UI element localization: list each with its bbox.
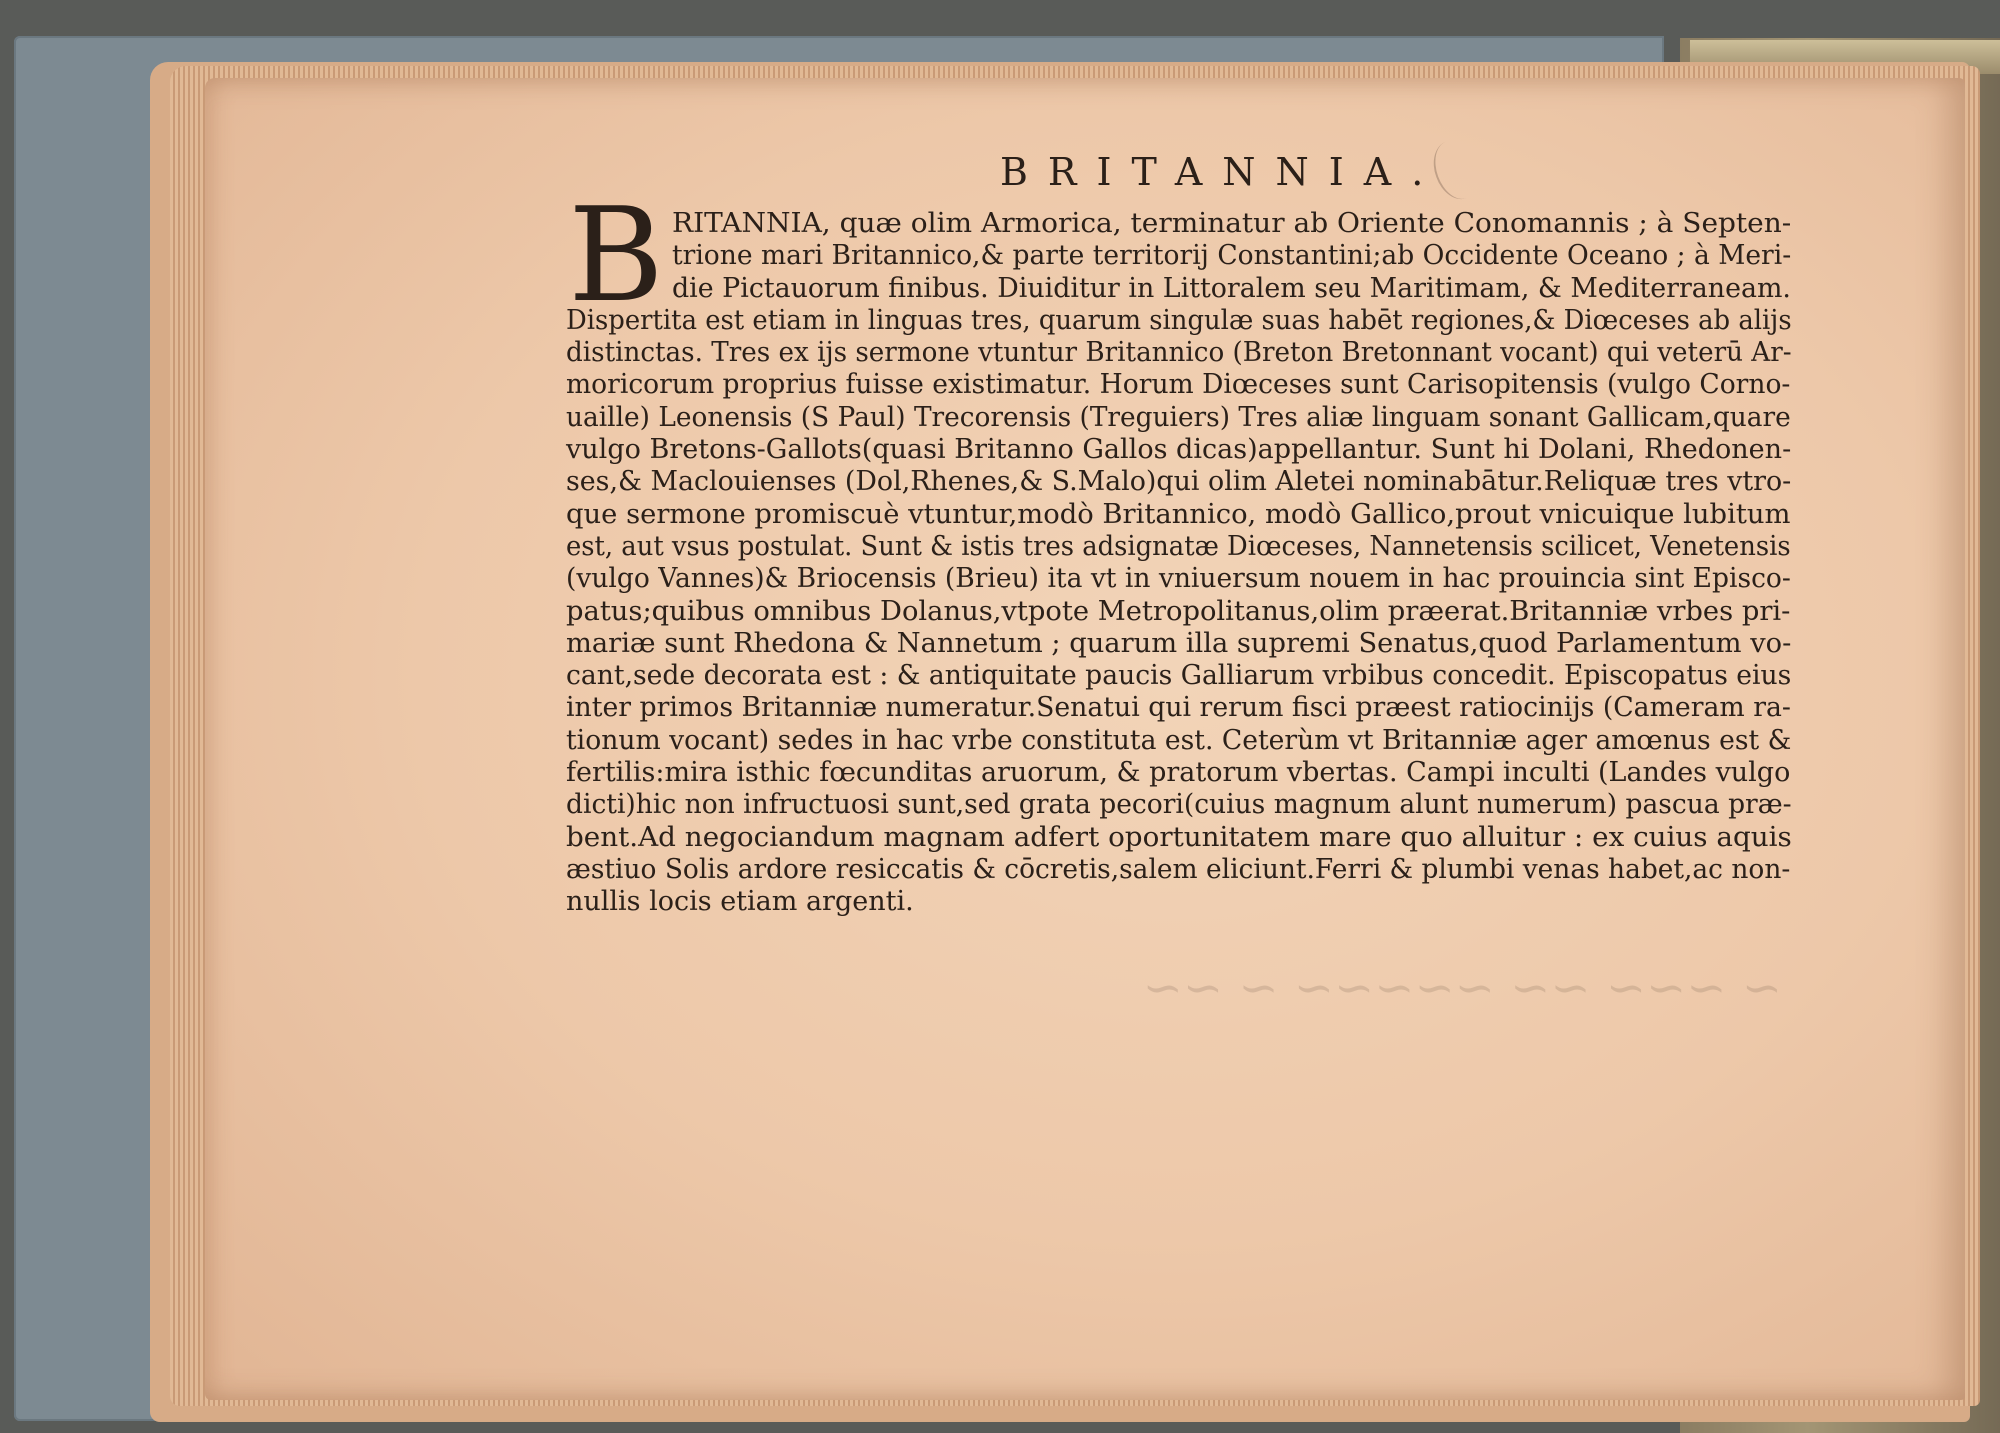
text-line: mariæ sunt Rhedona & Nannetum ; quarum illa supremi Senatus,quod Parlamentum vo- <box>566 627 1792 659</box>
text-line: trione mari Britannico,& parte territorij Constantini;ab Occidente Oceano ; à Meri- <box>672 240 1792 272</box>
text-line: que sermone promiscuè vtuntur,modò Britannico, modò Gallico,prout vnicuique lubitum <box>566 498 1791 530</box>
text-line: est, aut vsus postulat. Sunt & istis tres adsignatæ Diœceses, Nannetensis scilicet, Venetensis <box>566 530 1791 562</box>
show-through-ink: ~ ~~~ ~~ ~~~~~ ~ ~~ <box>1142 960 1782 1016</box>
text-line: (vulgo Vannes)& Briocensis (Brieu) ita vt in vniuersum nouem in hac prouincia sint Episco- <box>566 563 1791 595</box>
text-line: nullis locis etiam argenti. <box>566 886 914 918</box>
text-line: patus;quibus omnibus Dolanus,vtpote Metropolitanus,olim præerat.Britanniæ vrbes pri- <box>566 595 1791 627</box>
text-line: vulgo Bretons-Gallots(quasi Britanno Gallos dicas)appellantur. Sunt hi Dolani, Rhedonen- <box>566 434 1792 466</box>
page-heading: BRITANNIA. <box>1000 150 1444 194</box>
text-line: ses,& Maclouienses (Dol,Rhenes,& S.Malo)qui olim Aletei nominabātur.Reliquæ tres vtro- <box>566 466 1792 498</box>
text-line: uaille) Leonensis (S Paul) Trecorensis (Treguiers) Tres aliæ linguam sonant Gallicam,quare <box>566 401 1791 433</box>
text-line: dicti)hic non infructuosi sunt,sed grata pecori(cuius magnum alunt numerum) pascua præ- <box>566 789 1792 821</box>
text-line: æstiuo Solis ardore resiccatis & cōcretis,salem eliciunt.Ferri & plumbi venas habet,ac non- <box>566 853 1791 885</box>
text-line: fertilis:mira isthic fœcunditas aruorum, & pratorum vbertas. Campi inculti (Landes vulgo <box>566 757 1791 789</box>
text-line: inter primos Britanniæ numeratur.Senatui qui rerum fisci præest ratiocinijs (Cameram ra- <box>566 692 1791 724</box>
text-line: tionum vocant) sedes in hac vrbe constituta est. Ceterùm vt Britanniæ ager amœnus est & <box>566 724 1792 756</box>
text-line: bent.Ad negociandum magnam adfert oportunitatem mare quo alluitur : ex cuius aquis <box>566 821 1792 853</box>
drop-capital: B <box>568 179 664 331</box>
text-line: moricorum proprius fuisse existimatur. Horum Diœceses sunt Carisopitensis (vulgo Corno- <box>566 369 1791 401</box>
text-line: cant,sede decorata est : & antiquitate paucis Galliarum vrbibus concedit. Episcopatus eius <box>566 660 1792 692</box>
text-line: RITANNIA, quæ olim Armorica, terminatur ab Oriente Conomannis ; à Septen- <box>672 208 1792 239</box>
text-line: Dispertita est etiam in linguas tres, quarum singulæ suas habēt regiones,& Diœceses ab alijs <box>566 304 1792 336</box>
text-line: die Pictauorum finibus. Diuiditur in Littoralem seu Maritimam, & Mediterraneam. <box>672 272 1791 304</box>
body-text <box>566 208 1791 998</box>
text-line: distinctas. Tres ex ijs sermone vtuntur Britannico (Breton Bretonnant vocant) qui veterū Ar- <box>566 337 1792 369</box>
